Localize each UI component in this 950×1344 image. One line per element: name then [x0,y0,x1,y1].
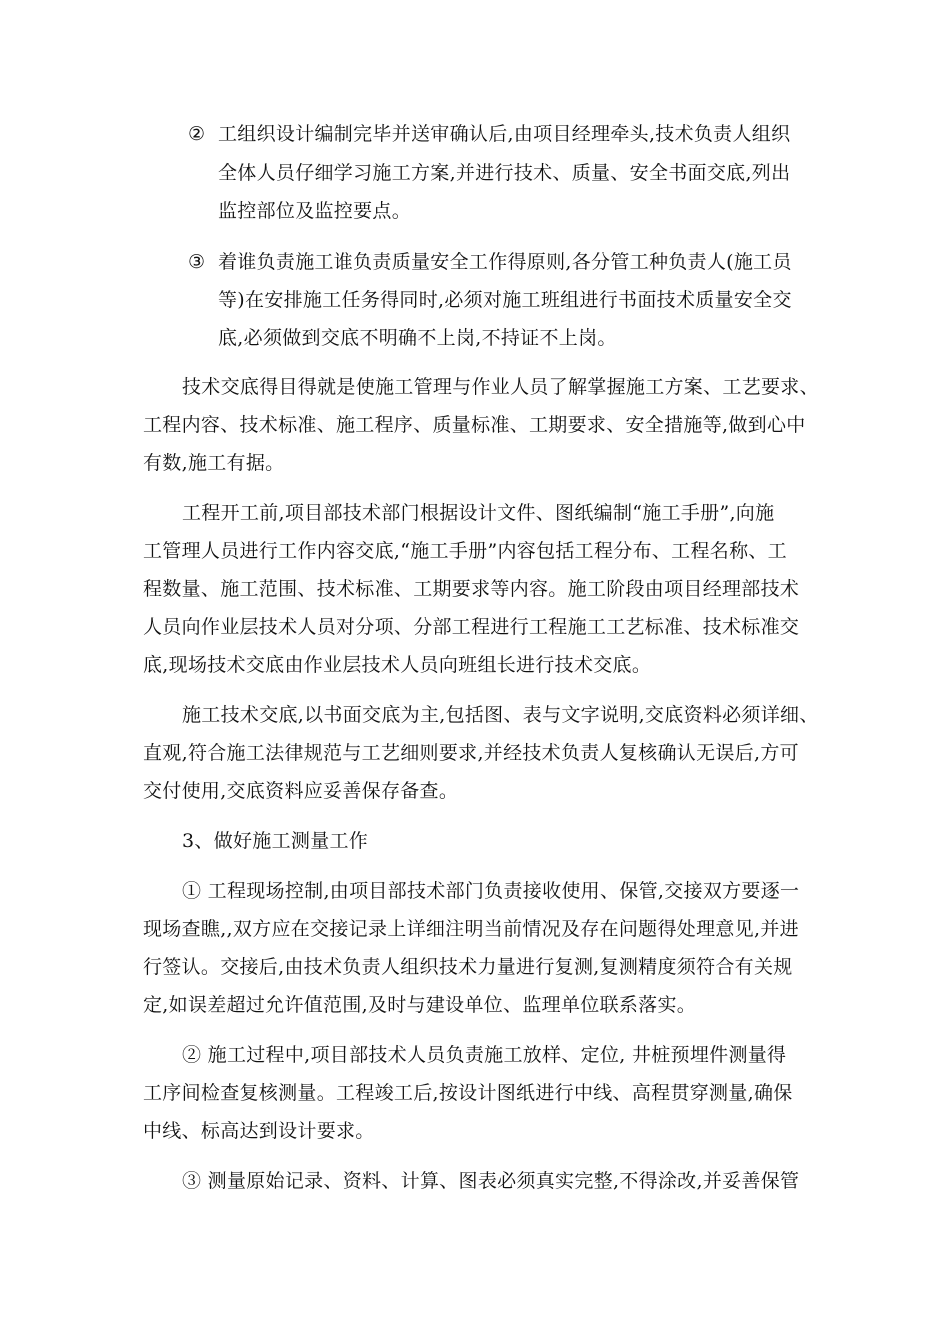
para4-line-2: 现场查瞧,,双方应在交接记录上详细注明当前情况及存在问题得处理意见,并进 [143,918,799,940]
item-b-line-2: 等)在安排施工任务得同时,必须对施工班组进行书面技术质量安全交 [218,289,792,311]
item-b-line-3: 底,必须做到交底不明确不上岗,不持证不上岗。 [218,327,617,349]
para2-line-5: 底,现场技术交底由作业层技术人员向班组长进行技术交底。 [143,654,652,676]
item-b-line-1: 着谁负责施工谁负责质量安全工作得原则,各分管工种负责人(施工员 [218,251,792,273]
para1-line-2: 工程内容、技术标准、施工程序、质量标准、工期要求、安全措施等,做到心中 [143,414,806,436]
para1-line-3: 有数,施工有据。 [143,452,285,474]
section-heading-3: 3、做好施工测量工作 [182,830,369,852]
para3-line-3: 交付使用,交底资料应妥善保存备查。 [143,780,459,802]
para4-line-1: ① 工程现场控制,由项目部技术部门负责接收使用、保管,交接双方要逐一 [182,880,800,902]
para3-line-1: 施工技术交底,以书面交底为主,包括图、表与文字说明,交底资料必须详细、 [182,704,819,726]
para4-line-3: 行签认。交接后,由技术负责人组织技术力量进行复测,复测精度须符合有关规 [143,956,793,978]
para2-line-3: 程数量、施工范围、技术标准、工期要求等内容。施工阶段由项目经理部技术 [143,578,800,600]
item-b-marker: ③ [188,251,206,273]
para3-line-2: 直观,符合施工法律规范与工艺细则要求,并经技术负责人复核确认无误后,方可 [143,742,799,764]
para5-line-2: 工序间检查复核测量。工程竣工后,按设计图纸进行中线、高程贯穿测量,确保 [143,1082,793,1104]
para2-line-1: 工程开工前,项目部技术部门根据设计文件、图纸编制“施工手册”,向施 [182,502,775,524]
item-a-line-2: 全体人员仔细学习施工方案,并进行技术、质量、安全书面交底,列出 [218,162,791,184]
para2-line-4: 人员向作业层技术人员对分项、分部工程进行工程施工工艺标准、技术标准交 [143,616,800,638]
para5-line-1: ② 施工过程中,项目部技术人员负责施工放样、定位, 井桩预埋件测量得 [182,1044,787,1066]
para5-line-3: 中线、标高达到设计要求。 [143,1120,375,1142]
item-a-line-1: 工组织设计编制完毕并送审确认后,由项目经理牵头,技术负责人组织 [218,123,791,145]
para2-line-2: 工管理人员进行工作内容交底,“施工手册”内容包括工程分布、工程名称、工 [143,540,787,562]
para6-line-1: ③ 测量原始记录、资料、计算、图表必须真实完整,不得涂改,并妥善保管 [182,1170,800,1192]
para4-line-4: 定,如误差超过允许值范围,及时与建设单位、监理单位联系落实。 [143,994,697,1016]
item-a-line-3: 监控部位及监控要点。 [218,200,412,222]
item-a-marker: ② [188,123,206,145]
para1-line-1: 技术交底得目得就是使施工管理与作业人员了解掌握施工方案、工艺要求、 [182,376,819,398]
